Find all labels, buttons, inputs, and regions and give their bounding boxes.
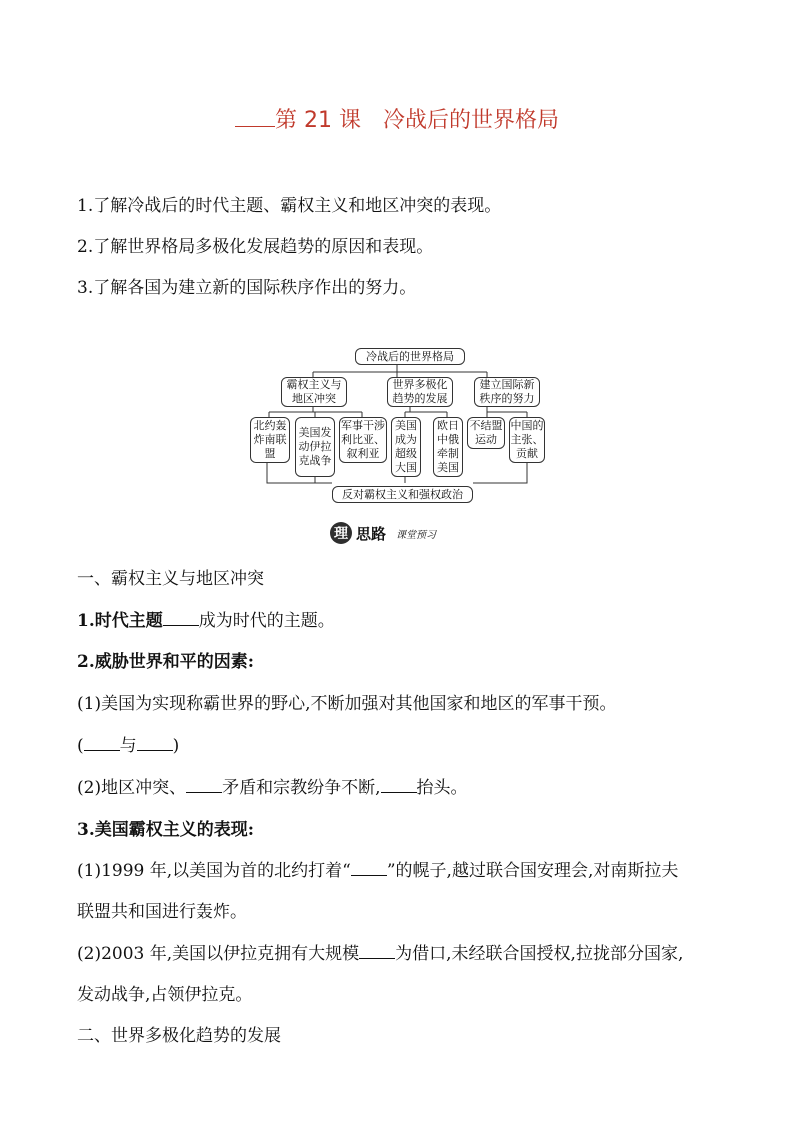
and-word: 与 [119, 736, 137, 756]
blank-theme [163, 608, 199, 626]
goal-3: 3.了解各国为建立新的国际秩序作出的努力。 [77, 278, 417, 298]
map-leaf-nato: 北约轰炸南联盟 [250, 417, 290, 463]
item3-label: 3.美国霸权主义的表现: [77, 820, 255, 840]
goal-1: 1.了解冷战后的时代主题、霸权主义和地区冲突的表现。 [77, 196, 502, 216]
item3-p2-a: (2)2003 年,美国以伊拉克拥有大规模 [77, 944, 360, 964]
item1-label: 1.时代主题 [77, 611, 163, 631]
map-branch-new-order: 建立国际新秩序的努力 [474, 377, 540, 407]
item1 [77, 606, 335, 631]
item1-text: 成为时代的主题。 [198, 611, 335, 631]
map-leaf-libya-syria: 军事干涉利比亚、叙利亚 [339, 417, 387, 463]
page-title [0, 103, 794, 134]
paren-close: ) [172, 736, 180, 756]
item2-p2-a: (2)地区冲突、 [77, 778, 187, 798]
map-leaf-us-superpower: 美国成为超级大国 [391, 417, 421, 477]
map-branch-multipolar: 世界多极化趋势的发展 [387, 377, 453, 407]
map-bottom: 反对霸权主义和强权政治 [332, 486, 473, 503]
item2-p2-c: 抬头。 [416, 778, 468, 798]
title-blank [235, 108, 275, 127]
item3-p1-cont: 联盟共和国进行轰炸。 [77, 902, 247, 922]
lesson-name: 冷战后的世界格局 [382, 108, 559, 133]
blank-example-1 [84, 733, 120, 751]
map-leaf-balance: 欧日中俄牵制美国 [433, 417, 463, 477]
concept-map [247, 345, 547, 507]
item3-p2 [77, 939, 683, 964]
item3-p1-a: (1)1999 年,以美国为首的北约打着“ [77, 861, 351, 881]
map-root: 冷战后的世界格局 [355, 348, 465, 365]
item3-p1 [77, 856, 678, 881]
item2-p1b [77, 731, 179, 756]
section2-heading: 二、世界多极化趋势的发展 [77, 1026, 281, 1046]
blank-slogan [351, 858, 387, 876]
section-logo [330, 520, 436, 546]
item2-p2 [77, 773, 468, 798]
logo-text: 思路 [356, 524, 387, 543]
lesson-number: 第 21 课 [275, 108, 361, 133]
logo-mark: 理 [330, 522, 352, 544]
map-leaf-iraq-war: 美国发动伊拉克战争 [295, 417, 335, 477]
blank-rise [381, 775, 417, 793]
paren-open: ( [77, 736, 84, 756]
item3-p1-b: ”的幌子,越过联合国安理会,对南斯拉夫 [386, 861, 679, 881]
blank-weapons [359, 941, 395, 959]
blank-conflict [186, 775, 222, 793]
logo-subtitle: 课堂预习 [396, 529, 437, 541]
section1-heading: 一、霸权主义与地区冲突 [77, 569, 264, 589]
item3-p2-cont: 发动战争,占领伊拉克。 [77, 985, 253, 1005]
item2-p1: (1)美国为实现称霸世界的野心,不断加强对其他国家和地区的军事干预。 [77, 694, 617, 714]
item3-p2-b: 为借口,未经联合国授权,拉拢部分国家, [395, 944, 684, 964]
map-branch-hegemony: 霸权主义与地区冲突 [281, 377, 347, 407]
map-leaf-china: 中国的主张、贡献 [509, 417, 545, 463]
item2-p2-b: 矛盾和宗教纷争不断, [222, 778, 381, 798]
item2-label: 2.威胁世界和平的因素: [77, 652, 255, 672]
blank-example-2 [137, 733, 173, 751]
map-leaf-nonaligned: 不结盟运动 [467, 417, 505, 449]
goal-2: 2.了解世界格局多极化发展趋势的原因和表现。 [77, 237, 434, 257]
